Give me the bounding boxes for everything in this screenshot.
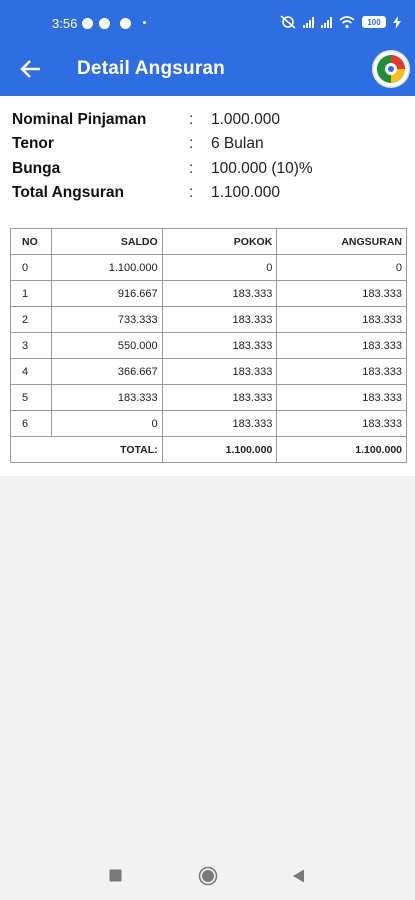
summary-colon: : bbox=[189, 184, 194, 201]
cell-pokok: 183.333 bbox=[162, 385, 277, 411]
column-header-saldo: SALDO bbox=[51, 229, 162, 255]
summary-value: 100.000 (10)% bbox=[211, 160, 313, 177]
cell-saldo: 366.667 bbox=[51, 359, 162, 385]
cell-saldo: 1.100.000 bbox=[51, 255, 162, 281]
cell-no: 5 bbox=[11, 385, 52, 411]
more-notifications-icon bbox=[143, 21, 146, 24]
cell-pokok: 183.333 bbox=[162, 333, 277, 359]
cell-no: 0 bbox=[11, 255, 52, 281]
cell-angsuran: 183.333 bbox=[277, 385, 407, 411]
table-row bbox=[11, 307, 407, 333]
app-logo[interactable] bbox=[372, 50, 410, 88]
table-row bbox=[11, 359, 407, 385]
cell-saldo: 0 bbox=[51, 411, 162, 437]
summary-value: 1.100.000 bbox=[211, 184, 280, 201]
cell-pokok: 183.333 bbox=[162, 359, 277, 385]
installment-table bbox=[10, 228, 407, 463]
cell-angsuran: 183.333 bbox=[277, 411, 407, 437]
cell-no: 2 bbox=[11, 307, 52, 333]
summary-value: 6 Bulan bbox=[211, 135, 264, 152]
cell-pokok: 183.333 bbox=[162, 281, 277, 307]
cell-angsuran: 183.333 bbox=[277, 333, 407, 359]
summary-label: Total Angsuran bbox=[12, 184, 124, 201]
total-label: TOTAL: bbox=[11, 437, 163, 463]
total-pokok: 1.100.000 bbox=[162, 437, 277, 463]
table-row bbox=[11, 385, 407, 411]
status-bar bbox=[0, 0, 415, 46]
cell-no: 6 bbox=[11, 411, 52, 437]
triangle-back-icon[interactable] bbox=[292, 869, 305, 883]
total-angsuran: 1.100.000 bbox=[277, 437, 407, 463]
charging-icon bbox=[393, 16, 401, 29]
cell-saldo: 550.000 bbox=[51, 333, 162, 359]
cell-angsuran: 183.333 bbox=[277, 359, 407, 385]
cell-no: 3 bbox=[11, 333, 52, 359]
notification-icon bbox=[120, 18, 131, 29]
battery-level: 100 bbox=[367, 17, 381, 27]
summary-colon: : bbox=[189, 160, 194, 177]
cell-saldo: 916.667 bbox=[51, 281, 162, 307]
detail-content bbox=[0, 96, 415, 476]
battery-icon bbox=[362, 16, 386, 28]
table-row bbox=[11, 281, 407, 307]
table-total-row bbox=[11, 437, 407, 463]
column-header-angsuran: ANGSURAN bbox=[277, 229, 407, 255]
circle-icon[interactable] bbox=[198, 866, 218, 886]
summary-label: Bunga bbox=[12, 160, 61, 177]
summary-label: Tenor bbox=[12, 135, 54, 152]
notification-icon bbox=[82, 18, 93, 29]
cell-saldo: 733.333 bbox=[51, 307, 162, 333]
summary-colon: : bbox=[189, 111, 194, 128]
column-header-pokok: POKOK bbox=[162, 229, 277, 255]
table-header-row bbox=[11, 229, 407, 255]
status-time: 3:56 bbox=[52, 16, 78, 31]
cell-pokok: 0 bbox=[162, 255, 277, 281]
cell-saldo: 183.333 bbox=[51, 385, 162, 411]
signal-icon bbox=[303, 16, 314, 28]
cell-no: 4 bbox=[11, 359, 52, 385]
summary-value: 1.000.000 bbox=[211, 111, 280, 128]
table-row bbox=[11, 333, 407, 359]
summary-colon: : bbox=[189, 135, 194, 152]
signal-icon bbox=[321, 16, 332, 28]
square-icon[interactable] bbox=[109, 869, 122, 882]
cell-angsuran: 183.333 bbox=[277, 307, 407, 333]
app-bar bbox=[0, 0, 415, 96]
alarm-off-icon bbox=[280, 15, 296, 29]
table-row bbox=[11, 255, 407, 281]
table-row bbox=[11, 411, 407, 437]
summary-label: Nominal Pinjaman bbox=[12, 111, 147, 128]
notification-icon bbox=[99, 18, 110, 29]
arrow-left-icon[interactable] bbox=[18, 56, 44, 82]
wifi-icon bbox=[339, 16, 355, 29]
system-nav-bar bbox=[0, 850, 415, 900]
page-title: Detail Angsuran bbox=[77, 58, 225, 79]
cell-angsuran: 0 bbox=[277, 255, 407, 281]
cell-pokok: 183.333 bbox=[162, 411, 277, 437]
cell-angsuran: 183.333 bbox=[277, 281, 407, 307]
column-header-no: NO bbox=[11, 229, 52, 255]
cell-pokok: 183.333 bbox=[162, 307, 277, 333]
cell-no: 1 bbox=[11, 281, 52, 307]
